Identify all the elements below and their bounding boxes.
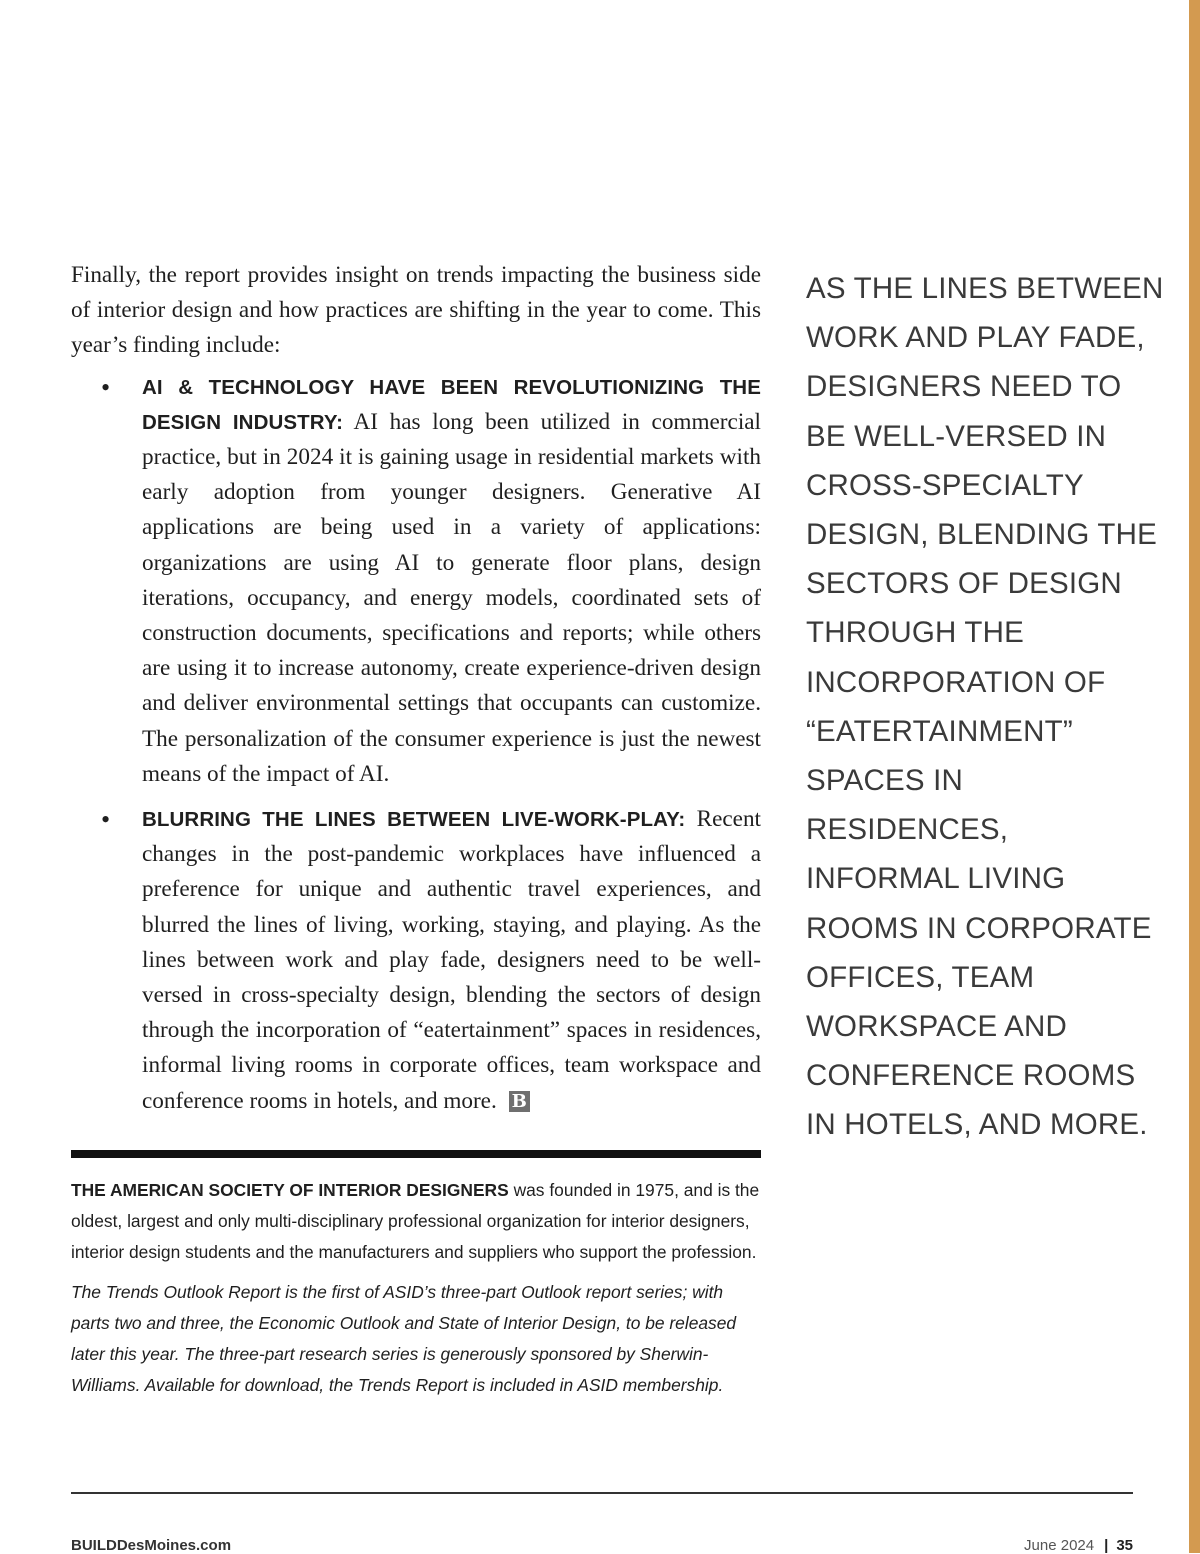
footer-website: BUILDDesMoines.com [71, 1537, 232, 1554]
page-edge-stripe [1189, 0, 1200, 1553]
bullet-lead: BLURRING THE LINES BETWEEN LIVE-WORK-PLAY: [142, 808, 686, 832]
footer-issue-info [1024, 1537, 1133, 1554]
pull-quote: AS THE LINES BETWEEN WORK AND PLAY FADE, DESIGNERS NEED TO BE WELL-VERSED IN CROSS-SPECIALTY DESIGN, BLENDING THE SECTORS OF DESIGN THROUGH THE INCORPORATION OF “EATERTAINMENT” SPACES IN RESIDENCES, INFORMAL LIVING ROOMS IN CORPORATE OFFICES, TEAM WORKSPACE AND CONFERENCE ROOMS IN HOTELS, AND MORE. [806, 272, 1164, 1142]
page-number: 35 [1116, 1537, 1133, 1554]
footer-separator: | [1104, 1537, 1109, 1554]
org-name: THE AMERICAN SOCIETY OF INTERIOR DESIGNERS [71, 1180, 509, 1200]
bullet-lead: AI & TECHNOLOGY HAVE BEEN REVOLUTIONIZING THE DESIGN INDUSTRY: [142, 375, 761, 434]
list-item [71, 370, 761, 792]
trend-list [71, 370, 761, 1119]
list-item [71, 802, 761, 1119]
article-body [71, 258, 761, 1129]
end-of-article-icon: B [509, 1091, 530, 1112]
bullet-icon: • [101, 372, 111, 402]
org-description: was founded in 1975, and is the oldest, largest and only multi-disciplinary professional organization for interior designers, interior design students and the manufacturers and suppliers who support the profession. [71, 1180, 760, 1262]
bullet-icon: • [101, 805, 111, 835]
section-divider [71, 1150, 761, 1158]
bullet-text: AI has long been utilized in commercial practice, but in 2024 it is gaining usage in residential markets with early adoption from younger designers. Generative AI applications are being used in a variety of applications: organizations are using AI to generate floor plans, design iterations, occupancy, and energy models, coordinated sets of construction documents, specifications and reports; while others are using it to increase autonomy, create experience-driven design and deliver environmental settings that occupants can customize. The personalization of the consumer experience is just the newest means of the impact of AI. [142, 408, 761, 787]
bullet-text: Recent changes in the post-pandemic workplaces have influenced a preference for unique and authentic travel experiences, and blurred the lines of living, working, staying, and playing. As the lines between work and play fade, designers need to be well-versed in cross-specialty design, blending the sectors of design through the incorporation of “eatertainment” spaces in residences, informal living rooms in corporate offices, team workspace and conference rooms in hotels, and more. [142, 806, 761, 1114]
report-note: The Trends Outlook Report is the first of ASID’s three-part Outlook report series; with parts two and three, the Economic Outlook and State of Interior Design, to be released later this year. The three-part research series is generously sponsored by Sherwin-Williams. Available for download, the Trends Report is included in ASID membership. [71, 1282, 737, 1395]
article-intro: Finally, the report provides insight on trends impacting the business side of interior design and how practices are shifting in the year to come. This year’s finding include: [71, 262, 761, 359]
footer-divider [71, 1492, 1133, 1494]
issue-date: June 2024 [1024, 1537, 1095, 1554]
about-paragraph [71, 1175, 761, 1268]
about-box [71, 1175, 761, 1401]
